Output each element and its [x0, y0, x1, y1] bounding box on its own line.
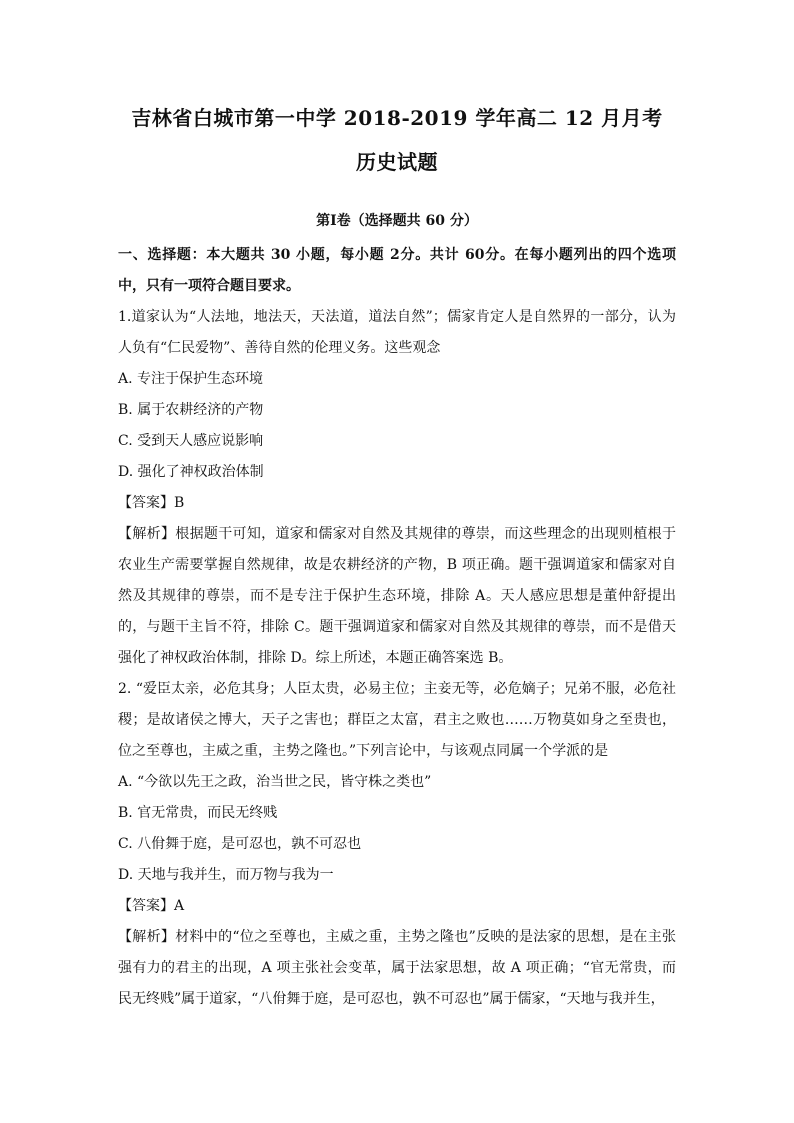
- question-stem: 1.道家认为“人法地，地法天，天法道，道法自然”；儒家肯定人是自然界的一部分，认为人负有“仁民爱物”、善待自然的伦理义务。这些观念: [118, 309, 676, 356]
- analysis-text: 【解析】材料中的“位之至尊也，主威之重，主势之隆也”反映的是法家的思想，是在主张强有力的君主的出现，A 项主张社会变革，属于法家思想，故 A 项正确；“官无常贵，而民无终贱”属于道家，“八佾舞于庭，是可忍也，孰不可忍也”属于儒家，“天地与我并生，: [118, 929, 676, 1007]
- question-stem: 2. “爱臣太亲，必危其身；人臣太贵，必易主位；主妾无等，必危嫡子；兄弟不服，必危社稷；是故诸侯之博大，天子之害也；群臣之太富，君主之败也……万物莫如身之至贵也，位之至尊也，主威之重，主势之隆也。”下列言论中，与该观点同属一个学派的是: [118, 681, 676, 759]
- section-instructions: 一、选择题：本大题共 30 小题，每小题 2分。共计 60分。在每小题列出的四个选项中，只有一项符合题目要求。: [118, 247, 676, 294]
- option-d: D. 强化了神权政治体制: [118, 464, 264, 480]
- option-a: A. 专注于保护生态环境: [118, 371, 264, 387]
- answer-label: 【答案】B: [118, 495, 185, 511]
- exam-title: 吉林省白城市第一中学 2018-2019 学年高二 12 月月考: [131, 106, 663, 130]
- answer-label: 【答案】A: [118, 898, 185, 914]
- subject-title: 历史试题: [356, 150, 438, 174]
- option-b: B. 官无常贵，而民无终贱: [118, 805, 278, 821]
- option-d: D. 天地与我并生，而万物与我为一: [118, 867, 334, 883]
- question-2: [118, 674, 676, 1015]
- section-heading: 第Ⅰ卷（选择题共 60 分）: [316, 213, 478, 229]
- option-b: B. 属于农耕经济的产物: [118, 402, 264, 418]
- question-1: [118, 302, 676, 674]
- option-c: C. 受到天人感应说影响: [118, 433, 264, 449]
- option-a: A. “今欲以先王之政，治当世之民，皆守株之类也”: [118, 774, 432, 790]
- option-c: C. 八佾舞于庭，是可忍也，孰不可忍也: [118, 836, 362, 852]
- analysis-text: 【解析】根据题干可知，道家和儒家对自然及其规律的尊崇，而这些理念的出现则植根于农业生产需要掌握自然规律，故是农耕经济的产物，B 项正确。题干强调道家和儒家对自然及其规律的尊崇，而不是专注于保护生态环境，排除 A。天人感应思想是董仲舒提出的，与题干主旨不符，排除 C。题干强调道家和儒家对自然及其规律的尊崇，而不是借天强化了神权政治体制，排除 D。综上所述，本题正确答案选 B。: [118, 526, 676, 666]
